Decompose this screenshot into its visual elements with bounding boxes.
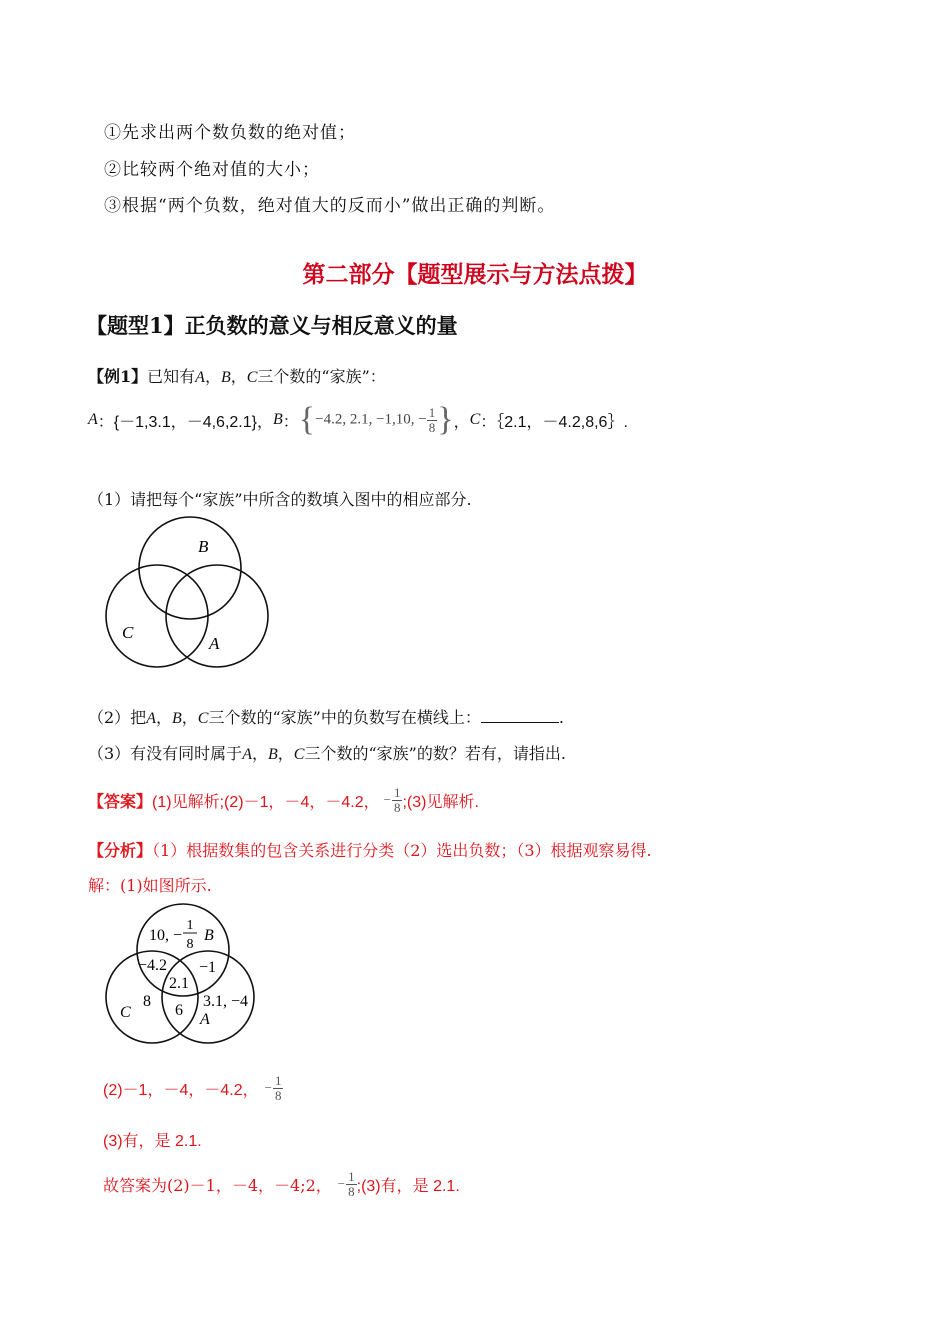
question-3: （3）有没有同时属于A，B，C三个数的“家族”的数？若有，请指出. — [88, 744, 566, 763]
example-intro — [88, 364, 386, 387]
set-c-value: ：｛2.1，－4.2,8,6｝. — [480, 413, 628, 431]
analysis-tag: 【分析】 — [88, 841, 153, 860]
set-c-sep: ， — [453, 411, 470, 431]
venn2-b-only: 10, − — [149, 927, 183, 944]
type-title: 【题型1】正负数的意义与相反意义的量 — [86, 313, 458, 338]
venn-diagram-filled — [100, 900, 260, 1045]
venn-diagram-empty — [100, 512, 275, 672]
solution-3: (3)有，是 2.1. — [103, 1133, 202, 1150]
solution-2: (2)－1，－4，－4.2， − $\frac{1}{8}$ — [103, 1072, 282, 1103]
venn1-label-b: B — [198, 537, 209, 556]
set-b-value: {−4.2, 2.1, −1,10, − $\frac{1}{8}$ } — [298, 401, 454, 438]
var-c: C — [246, 369, 258, 386]
solution-intro: 解：(1)如图所示. — [88, 876, 212, 895]
venn2-b-frac-den: 8 — [186, 937, 194, 952]
final-text: 故答案为(2)－1，－4，－4;2， — [103, 1175, 332, 1195]
venn2-bc: −4.2 — [138, 957, 168, 974]
section-title: 第二部分【题型展示与方法点拨】 — [302, 261, 648, 288]
set-b-label: B — [273, 411, 283, 428]
venn1-label-a: A — [209, 634, 220, 653]
sets-line — [88, 400, 628, 440]
question-2: （2）把A，B，C三个数的“家族”中的负数写在横线上： . — [88, 708, 564, 727]
intro-post: 三个数的“家族”： — [257, 367, 386, 386]
question-1: （1）请把每个“家族”中所含的数填入图中的相应部分. — [88, 490, 472, 509]
step-3: ③根据“两个负数，绝对值大的反而小”做出正确的判断。 — [104, 196, 556, 216]
venn2-label-b: B — [204, 927, 214, 944]
circle-b — [139, 517, 241, 619]
final-tail: ;(3)有，是 2.1. — [356, 1177, 460, 1195]
venn2-ab: −1 — [199, 959, 217, 976]
comma: ， — [204, 367, 221, 386]
intro-pre: 已知有 — [147, 367, 196, 386]
set-a-value: ：{－1,3.1，－4,6,2.1}， — [97, 413, 273, 431]
answer-text: (1)见解析;(2)－1，－4，－4.2， — [152, 793, 380, 811]
step-2: ②比较两个绝对值的大小； — [104, 160, 320, 180]
venn2-c-only: 8 — [143, 993, 151, 1010]
var-b: B — [220, 369, 231, 386]
venn2-ac: 6 — [175, 1002, 183, 1019]
sol2-fraction: − $\frac{1}{8}$ — [264, 1072, 282, 1103]
venn2-label-a: A — [200, 1011, 210, 1028]
answer-fraction: − $\frac{1}{8}$ — [383, 784, 401, 815]
analysis-text: （1）根据数集的包含关系进行分类（2）选出负数；（3）根据观察易得. — [152, 841, 652, 860]
venn2-label-c: C — [120, 1004, 131, 1021]
venn2-center: 2.1 — [169, 975, 189, 992]
example-tag: 【例1】 — [88, 367, 148, 386]
comma: ， — [230, 367, 247, 386]
answer-line — [88, 780, 479, 820]
answer-blank — [481, 708, 559, 723]
set-b-colon: ： — [282, 411, 299, 431]
step-1: ①先求出两个数负数的绝对值； — [104, 123, 356, 143]
circle-c — [106, 565, 208, 667]
venn1-label-c: C — [122, 623, 134, 642]
answer-tag: 【答案】 — [88, 791, 153, 811]
var-a: A — [195, 369, 205, 386]
final-answer — [103, 1164, 460, 1204]
venn2-a-only: 3.1, −4 — [203, 993, 249, 1010]
analysis-line — [88, 838, 652, 861]
answer-tail: ;(3)见解析. — [402, 793, 479, 811]
final-fraction: − $\frac{1}{8}$ — [337, 1168, 355, 1199]
venn2-b-frac-num: 1 — [186, 918, 194, 933]
set-a-label: A — [88, 411, 98, 428]
set-c-label: C — [469, 411, 481, 428]
